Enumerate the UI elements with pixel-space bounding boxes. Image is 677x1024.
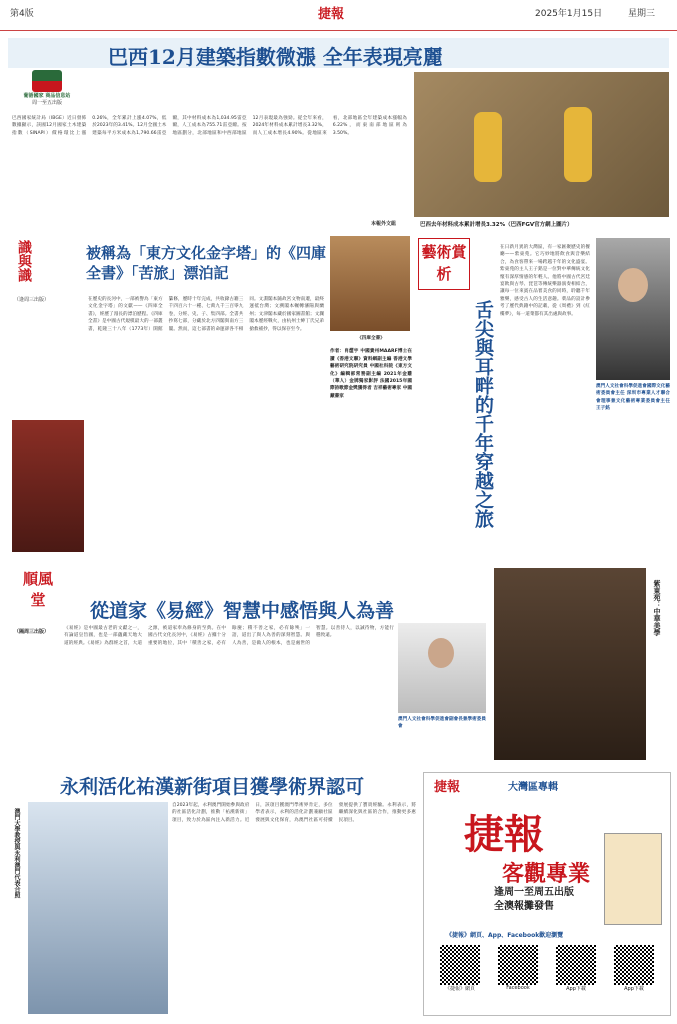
article4-column-tag: 順風堂: [22, 570, 53, 609]
ad-sub2: 全澳報攤發售: [494, 901, 554, 912]
article4-title: 從道家《易經》智慧中感悟與人為善: [90, 600, 395, 622]
article2-body: 在歷史的長河中，一部被譽為「東方文化金字塔」的文獻——《四庫全書》，經歷了漫長的漂泊歷程。《四庫全書》是中國古代規模最大的一部叢書，乾隆三十八年（1773年）開館纂修，歷時十年完成，共收錄古籍三千四百六十一種、七萬九千三百零九卷，分經、史、子、集四部。全書共抄寫七部，分藏於北方四閣與南方三閣。然而，這七部書的命運卻各不相同。文淵閣本隨故宮文物南遷，最終運抵台灣；文溯閣本輾轉瀋陽與蘭州；文津閣本藏於國家圖書館；文瀾閣本歷經戰火，由杭州士紳丁氏兄弟搶救補抄，得以保存至今。: [88, 297, 324, 332]
qr-label: App下載: [624, 986, 644, 992]
ad-banner: [423, 772, 671, 1016]
article2-title: 被稱為「東方文化金字塔」的《四庫全書》「苦旅」漂泊記: [86, 244, 327, 282]
masthead: 捷報: [318, 7, 345, 22]
article2-books-photo: [12, 420, 84, 552]
ad-big-brand: 捷報: [464, 811, 544, 858]
column-note: 周一至五出版: [31, 100, 62, 106]
page-number: 第4版: [10, 9, 34, 19]
article3-title: 舌尖與耳畔的千年穿越之旅: [472, 300, 494, 528]
article1-credit: 本報外文組: [371, 221, 397, 227]
column-tag-text: 識與識: [16, 240, 32, 282]
qr-icon: [440, 945, 480, 985]
ad-headline: 客觀專業: [502, 862, 591, 887]
qr-label: 《捷報》網頁: [444, 986, 475, 992]
ad-sub1: 逢周一至周五出版: [494, 887, 574, 898]
ad-brand: 捷報: [434, 780, 461, 795]
article3-portrait-caption: 澳門人文社會科學促進會國際文化藝術委員會主任 深圳市專業人才聯合會理事兼文化藝術專業委員會主任 王子銘: [596, 384, 670, 412]
article5-body: 自2023年起，永利澳門開始參與政府的社區活化計劃，推動「祐漢新街」項目，致力於為區內注入新活力。近日，該項目獲澳門學術界肯定，多位學者表示，永利的活化計劃兼顧社區發展與文化保育，為澳門社區可持續發展提供了寶貴經驗。永利表示，將繼續深化與社區的合作，推動更多惠民項目。: [172, 803, 416, 823]
column-tag: 葡語國家 商品信息站: [23, 93, 71, 99]
article5-photo-caption: 澳門大學教授與永利澳門代表合照: [13, 808, 20, 898]
article3-portrait: [596, 238, 670, 380]
person-head: [428, 638, 454, 668]
article2-column-tag: [14, 240, 54, 292]
qr-icon: [614, 945, 654, 985]
article2-body-right: [330, 335, 412, 550]
article3-section-tag: [418, 238, 470, 290]
article4-portrait-caption: 澳門人文社會科學促進會副會長兼學術委員會: [398, 717, 486, 730]
article2-calligraphy-image: [330, 236, 410, 331]
article1-title-band: [8, 38, 669, 68]
article3-interior-photo: [494, 568, 646, 760]
article4-portrait: [398, 623, 486, 713]
section-tag-text: 藝術賞析: [421, 243, 467, 283]
qr-label: Facebook: [506, 985, 530, 991]
article1-photo: [414, 72, 669, 217]
worker-figure: [474, 112, 502, 182]
person-head: [618, 268, 648, 302]
qr-code-1[interactable]: [436, 945, 484, 992]
article1-photo-caption: 巴西去年材料成本累計增長3.32%（巴西FGV官方網上圖片）: [420, 222, 573, 228]
article3-photo-caption: 紫東苑：中華美學: [653, 580, 661, 636]
article4-column-note: （隔周三出版）: [14, 629, 50, 635]
article2-author-note: 作者：肖澀宇 中國貴州MAARF博士在讀《香港文聯》資料網副主編 香港文學藝術研究院研究員 中國社科院《東方文化》編輯部常務副主編 2021年金雞（華人）金牌獨家影評 法國2015年國際詩歌節金獎獲得者 吉祥藝術專家 中國藏書家: [330, 349, 412, 399]
article5-photo: [28, 802, 168, 1014]
article1-body: 巴西國家統計局（IBGE）近日發佈數據顯示，該國12月國家土木建築指數（SINAPI）價格環比上漲0.26%，全年累計上漲4.07%，低於2023年的3.41%。12月全國土木建築每平方米成本為1,790.66雷亞爾，其中材料成本為1,034.95雷亞爾，人工成本為755.71雷亞爾。按地區劃分，北部地區和中西部地區12月表現最為強勁。從全年來看，2024年材料成本累計增長3.32%，而人工成本增長4.90%。從地區來看，北部地區全年建築成本漲幅為6.22%，而東南部地區則為3.50%。: [12, 116, 407, 136]
article2-image-caption: 《四庫全書》: [357, 336, 385, 341]
date: 2025年1月15日: [535, 9, 603, 19]
flag-icon: [32, 70, 62, 92]
ad-footer: 《捷報》網頁、App、Facebook歡迎瀏覽: [446, 932, 564, 939]
qr-code-2[interactable]: [494, 945, 542, 992]
qr-icon: [556, 945, 596, 985]
page-header: [0, 0, 677, 31]
qr-code-3[interactable]: [552, 945, 600, 992]
ad-edition: 大灣區專輯: [508, 782, 558, 793]
qr-icon: [498, 945, 538, 985]
article5-title: 永利活化祐漢新街項目獲學術界認可: [60, 776, 365, 798]
article4-body: 《易經》是中國最古老的文獻之一，有論道皇旨國，也是一部蘊藏天地大道的經典。《易經》為群經之首，大道之源，被道家奉為修身的至典。在中國古代文化長河中，《易經》占據十分重要的地位，其中「積善之家，必有餘慶；積不善之家，必有餘殃」一語，道出了與人為善的深刻智慧。與人為善，是做人的根本，也是處世的智慧。以善待人，以誠待物，方能行穩致遠。: [64, 626, 394, 646]
weekday: 星期三: [628, 9, 656, 19]
article3-body: 在日新月異的大灣區，有一家匯聚歷史的餐廳——紫東苑。它巧妙地將飲食與音樂結合，為食客帶來一場跨越千年的文化盛宴。紫東苑的主人王子銘是一位對中華傳統文化懷有深厚情感的年輕人。他將中國古代宮廷宴飲與古琴、琵琶等傳統樂器演奏相結合，讓每一位來賓在品嘗美食的同時，聆聽千年雅樂，感受古人的生活意趣。菜品的設計參考了歷代典籍中的記載，從《周禮》到《紅樓夢》，每一道菜都有其出處與故事。: [500, 245, 590, 317]
article1-title: 巴西12月建築指數微漲 全年表現亮麗: [108, 45, 443, 69]
qr-code-4[interactable]: [610, 945, 658, 992]
qr-label: App下載: [566, 986, 586, 992]
qr-row: [436, 945, 658, 992]
ad-newspaper-image: [604, 833, 662, 925]
article2-column-note: （逢周三出版）: [14, 297, 50, 303]
worker-figure: [564, 107, 592, 182]
article1-column-logo: [12, 70, 82, 112]
